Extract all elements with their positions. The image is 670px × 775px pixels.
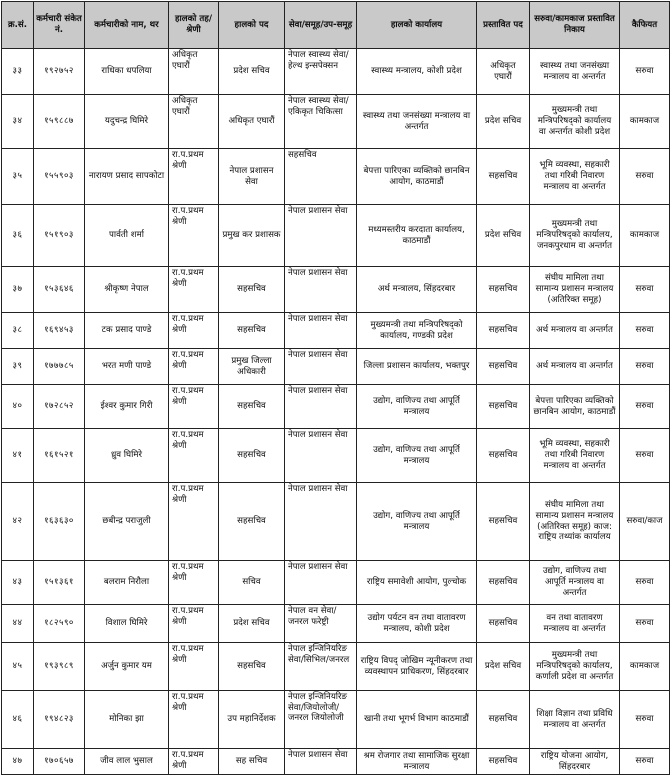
cell-proposed: सहसचिव xyxy=(477,561,530,605)
cell-name: अर्जुन कुमार यम xyxy=(85,643,169,691)
cell-proposed: सहसचिव xyxy=(477,349,530,385)
table-row xyxy=(2,205,670,267)
cell-post: सहसचिव xyxy=(219,267,285,313)
cell-service: नेपाल प्रशासन सेवा xyxy=(285,267,357,313)
cell-sn: ३७ xyxy=(2,267,34,313)
cell-service: नेपाल वन सेवा/जनरल फरेष्ट्री xyxy=(285,605,357,643)
cell-code: १६३६३० xyxy=(34,483,85,561)
table-row xyxy=(2,643,670,691)
cell-service: सहसचिव xyxy=(285,149,357,205)
header-body: सरुवा/कामकाज प्रस्तावित निकाय xyxy=(530,2,620,49)
cell-level: रा.प.प्रथम श्रेणी xyxy=(169,643,219,691)
cell-service: नेपाल इन्जिनियरिङ सेवा/जियोलोजी/जनरल जियोलोजी xyxy=(285,691,357,749)
cell-proposed: सहसचिव xyxy=(477,483,530,561)
cell-proposed: सहसचिव xyxy=(477,691,530,749)
cell-name: भरत मणी पाण्डे xyxy=(85,349,169,385)
header-code: कर्मचारी संकेत नं. xyxy=(34,2,85,49)
cell-name: राधिका धपलिया xyxy=(85,49,169,95)
cell-sn: ४४ xyxy=(2,605,34,643)
cell-office: राष्ट्रिय समावेशी आयोग, पुल्चोक xyxy=(357,561,477,605)
cell-office: उद्योग, वाणिज्य तथा आपूर्ति मन्त्रालय xyxy=(357,385,477,429)
cell-service: नेपाल प्रशासन सेवा xyxy=(285,483,357,561)
header-remark: कैफियत xyxy=(620,2,670,49)
cell-body: राष्ट्रिय योजना आयोग, सिंहदरबार xyxy=(530,749,620,775)
cell-name: नारायण प्रसाद सापकोटा xyxy=(85,149,169,205)
cell-office: स्वास्थ्य मन्त्रालय, कोशी प्रदेश xyxy=(357,49,477,95)
cell-post: सहसचिव xyxy=(219,385,285,429)
cell-body: भूमि व्यवस्था, सहकारी तथा गरिबी निवारण मन्त्रालय वा अन्तर्गत xyxy=(530,149,620,205)
cell-office: अर्थ मन्त्रालय, सिंहदरबार xyxy=(357,267,477,313)
cell-service: नेपाल प्रशासन सेवा xyxy=(285,205,357,267)
cell-post: प्रदेश सचिव xyxy=(219,49,285,95)
cell-post: सह सचिव xyxy=(219,749,285,775)
cell-body: संघीय मामिला तथा सामान्य प्रशासन मन्त्रालय (अतिरिक्त समूह) काज: राष्ट्रिय तथ्यांक कार्यालय xyxy=(530,483,620,561)
cell-office: खानी तथा भूगर्भ विभाग काठमाडौं xyxy=(357,691,477,749)
cell-code: १५९८८७ xyxy=(34,95,85,149)
transfer-table xyxy=(1,1,670,775)
cell-office: स्वास्थ्य तथा जनसंख्या मन्त्रालय वा अन्तर्गत xyxy=(357,95,477,149)
cell-remark: सरुवा xyxy=(620,385,670,429)
cell-service: नेपाल प्रशासन सेवा xyxy=(285,313,357,349)
cell-sn: ४१ xyxy=(2,429,34,483)
cell-body: अर्थ मन्त्रालय वा अन्तर्गत xyxy=(530,313,620,349)
header-office: हालको कार्यालय xyxy=(357,2,477,49)
cell-service: नेपाल प्रशासन सेवा xyxy=(285,749,357,775)
cell-remark: सरुवा xyxy=(620,691,670,749)
cell-body: स्वास्थ्य तथा जनसंख्या मन्त्रालय वा अन्तर्गत xyxy=(530,49,620,95)
cell-level: रा.प.प्रथम श्रेणी xyxy=(169,313,219,349)
header-sn: क्र.सं. xyxy=(2,2,34,49)
cell-sn: ३९ xyxy=(2,349,34,385)
cell-service: नेपाल स्वास्थ्य सेवा/एकिकृत चिकित्सा xyxy=(285,95,357,149)
cell-level: रा.प.प्रथम श्रेणी xyxy=(169,349,219,385)
cell-service: नेपाल स्वास्थ्य सेवा/हेल्थ इन्सपेक्सन xyxy=(285,49,357,95)
cell-level: अधिकृत एघारौं xyxy=(169,95,219,149)
cell-name: टक प्रसाद पाण्डे xyxy=(85,313,169,349)
cell-sn: ४६ xyxy=(2,691,34,749)
cell-service: नेपाल प्रशासन सेवा xyxy=(285,385,357,429)
cell-body: शिक्षा विज्ञान तथा प्रविधि मन्त्रालय वा अन्तर्गत xyxy=(530,691,620,749)
cell-name: ईश्वर कुमार गिरी xyxy=(85,385,169,429)
cell-body: बेपत्ता पारिएका व्यक्तिको छानबिन आयोग, काठमाडौं xyxy=(530,385,620,429)
cell-name: यदुचन्द्र घिमिरे xyxy=(85,95,169,149)
table-row xyxy=(2,483,670,561)
cell-level: रा.प.प्रथम श्रेणी xyxy=(169,605,219,643)
table-row xyxy=(2,429,670,483)
cell-code: १६९४५३ xyxy=(34,313,85,349)
cell-sn: ३३ xyxy=(2,49,34,95)
cell-level: रा.प.प्रथम श्रेणी xyxy=(169,561,219,605)
cell-level: अधिकृत एघारौं xyxy=(169,49,219,95)
cell-sn: ३८ xyxy=(2,313,34,349)
cell-code: १९४८२३ xyxy=(34,691,85,749)
table-header xyxy=(2,2,670,49)
table-row xyxy=(2,749,670,775)
cell-proposed: प्रदेश सचिव xyxy=(477,95,530,149)
cell-sn: ४० xyxy=(2,385,34,429)
table-row xyxy=(2,267,670,313)
cell-service: नेपाल प्रशासन सेवा xyxy=(285,349,357,385)
cell-code: १७२८५२ xyxy=(34,385,85,429)
table-row xyxy=(2,49,670,95)
cell-body: संघीय मामिला तथा सामान्य प्रशासन मन्त्रालय (अतिरिक्त समूह) xyxy=(530,267,620,313)
cell-sn: ४५ xyxy=(2,643,34,691)
header-post: हालको पद xyxy=(219,2,285,49)
cell-proposed: सहसचिव xyxy=(477,605,530,643)
cell-name: छबीन्द्र पराजुली xyxy=(85,483,169,561)
cell-body: भूमि व्यवस्था, सहकारी तथा गरिबी निवारण मन्त्रालय वा अन्तर्गत xyxy=(530,429,620,483)
cell-remark: सरुवा xyxy=(620,429,670,483)
cell-post: नेपाल प्रशासन सेवा xyxy=(219,149,285,205)
cell-code: १६१५२१ xyxy=(34,429,85,483)
cell-remark: सरुवा xyxy=(620,313,670,349)
cell-code: १८२५९० xyxy=(34,605,85,643)
cell-code: १५१३६१ xyxy=(34,561,85,605)
cell-level: रा.प.प्रथम श्रेणी xyxy=(169,691,219,749)
cell-body: मुख्यमन्त्री तथा मन्त्रिपरिषद्को कार्यालय, कर्णाली प्रदेश वा अन्तर्गत xyxy=(530,643,620,691)
cell-remark: सरुवा/काज xyxy=(620,483,670,561)
cell-name: बलराम निरौला xyxy=(85,561,169,605)
cell-name: श्रीकृष्ण नेपाल xyxy=(85,267,169,313)
cell-sn: ३६ xyxy=(2,205,34,267)
cell-body: मुख्यमन्त्री तथा मन्त्रिपरिषद्को कार्यालय वा अन्तर्गत कोशी प्रदेश xyxy=(530,95,620,149)
cell-code: १७७७८५ xyxy=(34,349,85,385)
cell-body: वन तथा वातावरण मन्त्रालय वा अन्तर्गत xyxy=(530,605,620,643)
cell-service: नेपाल प्रशासन सेवा xyxy=(285,561,357,605)
header-name: कर्मचारीको नाम, थर xyxy=(85,2,169,49)
cell-name: पार्वती शर्मा xyxy=(85,205,169,267)
cell-remark: सरुवा xyxy=(620,349,670,385)
cell-post: सचिव xyxy=(219,561,285,605)
table-row xyxy=(2,95,670,149)
cell-office: राष्ट्रिय विपद् जोखिम न्यूनीकरण तथा व्यवस्थापन प्राधिकरण, सिंहदरबार xyxy=(357,643,477,691)
cell-name: मोनिका झा xyxy=(85,691,169,749)
cell-proposed: सहसचिव xyxy=(477,267,530,313)
cell-post: सहसचिव xyxy=(219,429,285,483)
cell-proposed: प्रदेश सचिव xyxy=(477,643,530,691)
cell-post: प्रदेश सचिव xyxy=(219,605,285,643)
cell-office: मुख्यमन्त्री तथा मन्त्रिपरिषद्को कार्यालय, गण्डकी प्रदेश xyxy=(357,313,477,349)
cell-proposed: सहसचिव xyxy=(477,313,530,349)
cell-remark: सरुवा xyxy=(620,49,670,95)
cell-office: जिल्ला प्रशासन कार्यालय, भक्तपुर xyxy=(357,349,477,385)
cell-service: नेपाल प्रशासन सेवा xyxy=(285,429,357,483)
cell-post: सहसचिव xyxy=(219,313,285,349)
cell-sn: ४७ xyxy=(2,749,34,775)
cell-level: रा.प.प्रथम श्रेणी xyxy=(169,749,219,775)
cell-body: उद्योग, वाणिज्य तथा आपूर्ति मन्त्रालय वा अन्तर्गत xyxy=(530,561,620,605)
cell-level: रा.प.प्रथम श्रेणी xyxy=(169,483,219,561)
cell-post: उप महानिर्देशक xyxy=(219,691,285,749)
cell-remark: कामकाज xyxy=(620,205,670,267)
cell-body: मुख्यमन्त्री तथा मन्त्रिपरिषद्को कार्यालय, जनकपुरधाम वा अन्तर्गत xyxy=(530,205,620,267)
header-level: हालको तह/श्रेणी xyxy=(169,2,219,49)
cell-sn: ३४ xyxy=(2,95,34,149)
cell-sn: ४२ xyxy=(2,483,34,561)
cell-name: विशाल घिमिरे xyxy=(85,605,169,643)
cell-post: सहसचिव xyxy=(219,483,285,561)
table-body xyxy=(2,49,670,775)
cell-remark: कामकाज xyxy=(620,95,670,149)
cell-code: १७०६५७ xyxy=(34,749,85,775)
cell-code: १५१९०३ xyxy=(34,205,85,267)
cell-proposed: अधिकृत एघारौं xyxy=(477,49,530,95)
cell-sn: ३५ xyxy=(2,149,34,205)
cell-level: रा.प.प्रथम श्रेणी xyxy=(169,267,219,313)
table-row xyxy=(2,349,670,385)
cell-body: अर्थ मन्त्रालय वा अन्तर्गत xyxy=(530,349,620,385)
cell-post: प्रमुख जिल्ला अधिकारी xyxy=(219,349,285,385)
table-row xyxy=(2,313,670,349)
cell-office: उद्योग पर्यटन वन तथा वातावरण मन्त्रालय, कोशी प्रदेश xyxy=(357,605,477,643)
cell-post: प्रमुख कर प्रशासक xyxy=(219,205,285,267)
cell-proposed: सहसचिव xyxy=(477,749,530,775)
cell-code: १९३९८९ xyxy=(34,643,85,691)
cell-level: रा.प.प्रथम श्रेणी xyxy=(169,385,219,429)
table-row xyxy=(2,561,670,605)
cell-proposed: सहसचिव xyxy=(477,385,530,429)
header-service: सेवा/समूह/उप-समूह xyxy=(285,2,357,49)
cell-post: अधिकृत एघारौं xyxy=(219,95,285,149)
cell-sn: ४३ xyxy=(2,561,34,605)
cell-remark: सरुवा xyxy=(620,267,670,313)
cell-level: रा.प.प्रथम श्रेणी xyxy=(169,149,219,205)
cell-remark: सरुवा xyxy=(620,605,670,643)
cell-remark: सरुवा xyxy=(620,749,670,775)
header-row xyxy=(2,2,670,49)
table-row xyxy=(2,149,670,205)
cell-code: १५३६४६ xyxy=(34,267,85,313)
cell-proposed: सहसचिव xyxy=(477,149,530,205)
cell-remark: सरुवा xyxy=(620,561,670,605)
cell-post: सहसचिव xyxy=(219,643,285,691)
cell-office: उद्योग, वाणिज्य तथा आपूर्ति मन्त्रालय xyxy=(357,429,477,483)
cell-office: बेपत्ता पारिएका व्यक्तिको छानबिन आयोग, काठमाडौं xyxy=(357,149,477,205)
cell-proposed: सहसचिव xyxy=(477,429,530,483)
cell-remark: सरुवा xyxy=(620,149,670,205)
cell-office: उद्योग, वाणिज्य तथा आपूर्ति मन्त्रालय xyxy=(357,483,477,561)
cell-office: श्रम रोजगार तथा सामाजिक सुरक्षा मन्त्रालय xyxy=(357,749,477,775)
cell-level: रा.प.प्रथम श्रेणी xyxy=(169,205,219,267)
table-row xyxy=(2,385,670,429)
header-proposed: प्रस्तावित पद xyxy=(477,2,530,49)
cell-code: १५५९०३ xyxy=(34,149,85,205)
cell-office: मध्यमस्तरीय करदाता कार्यालय, काठमाडौं xyxy=(357,205,477,267)
cell-remark: कामकाज xyxy=(620,643,670,691)
cell-name: ध्रुव घिमिरे xyxy=(85,429,169,483)
cell-name: जीव लाल भुसाल xyxy=(85,749,169,775)
cell-service: नेपाल इन्जिनियरिङ सेवा/सिभिल/जनरल xyxy=(285,643,357,691)
cell-code: १९२७५२ xyxy=(34,49,85,95)
cell-level: रा.प.प्रथम श्रेणी xyxy=(169,429,219,483)
table-row xyxy=(2,605,670,643)
cell-proposed: प्रदेश सचिव xyxy=(477,205,530,267)
